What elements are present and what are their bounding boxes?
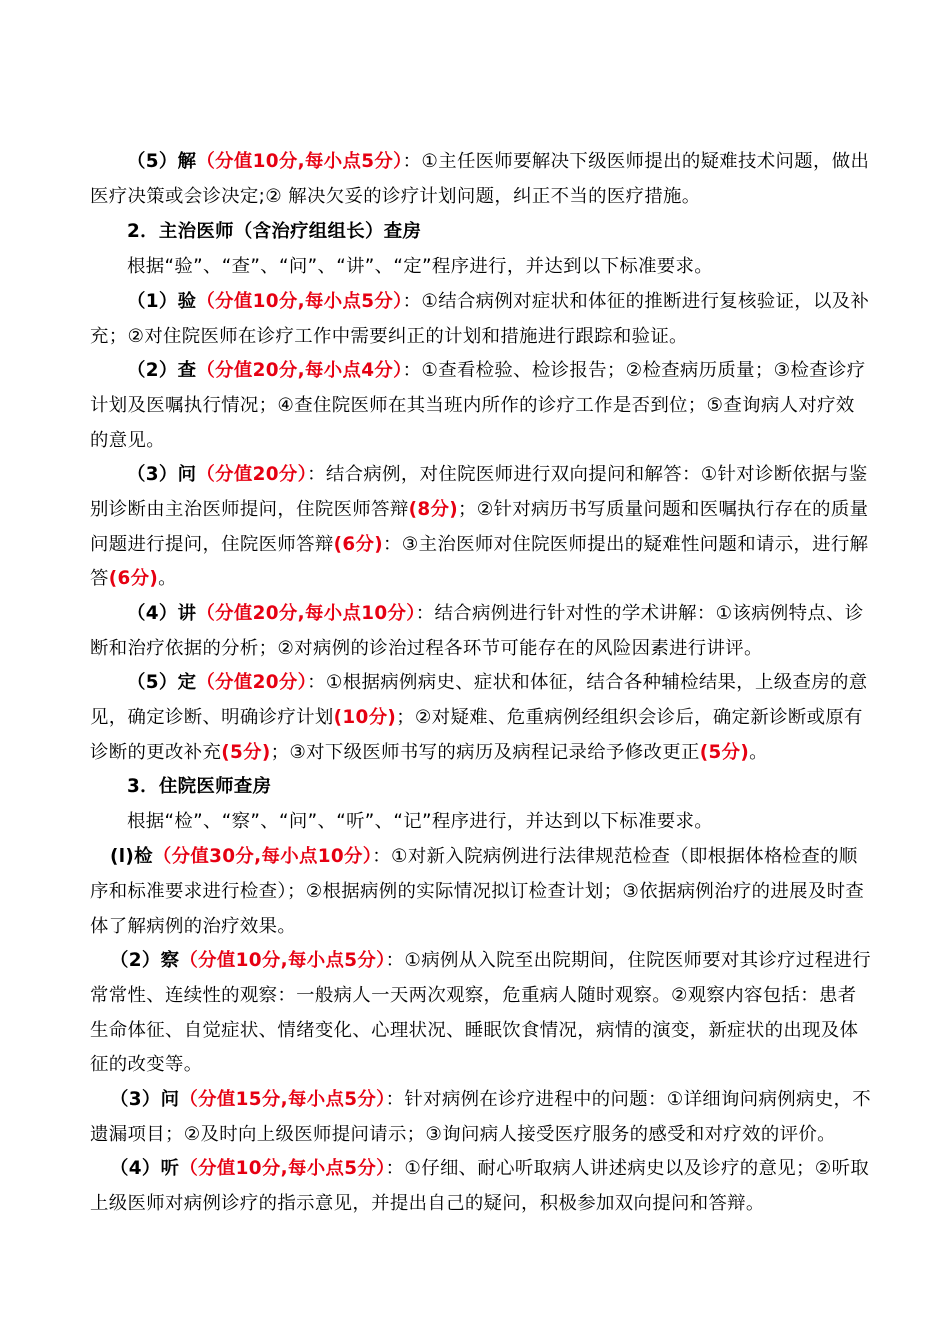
score-note: （分值15分,每小点5分） bbox=[179, 1089, 386, 1110]
text-run: ：①查看检验、检诊报告；②检查病历质量；③检查诊疗计划及医嘱执行情况；④查住院医师在其当班内所作的诊疗工作是否到位；⑤查询病人对疗效的意见。 bbox=[90, 360, 866, 451]
text-run: ：①根据病例病史、症状和体征，结合各种辅检结果，上级查房的意见，确定诊断、明确诊疗计划 bbox=[90, 672, 868, 728]
score-note: (6分) bbox=[108, 568, 159, 590]
paragraph bbox=[90, 666, 872, 770]
text-run: 。 bbox=[749, 741, 768, 763]
item-label: （4）听 bbox=[110, 1158, 180, 1179]
item-label: （2）察 bbox=[110, 950, 180, 971]
item-label: （3）问 bbox=[110, 1089, 180, 1110]
section-heading bbox=[90, 215, 872, 250]
paragraph bbox=[90, 250, 872, 285]
paragraph bbox=[90, 597, 872, 667]
score-note: （分值20分,每小点4分） bbox=[196, 360, 403, 381]
item-label: （3）问 bbox=[127, 464, 197, 485]
item-label: （1）验 bbox=[127, 291, 197, 312]
item-label: 3．住院医师查房 bbox=[127, 776, 272, 797]
paragraph bbox=[90, 458, 872, 597]
score-note: (5分) bbox=[221, 741, 271, 763]
text-run: ：③主治医师对住院医师提出的疑难性问题和请示，进行解答 bbox=[90, 533, 869, 590]
score-note: （分值30分,每小点10分） bbox=[152, 846, 373, 867]
paragraph bbox=[90, 805, 872, 840]
text-run: ：结合病例，对住院医师进行双向提问和解答：①针对诊断依据与鉴别诊断由主治医师提问，住院医师答辩 bbox=[90, 464, 868, 520]
text-run: 根据“检”、“察”、“问”、“听”、“记”程序进行，并达到以下标准要求。 bbox=[127, 811, 714, 832]
score-note: (10分) bbox=[333, 706, 397, 728]
score-note: (8分) bbox=[408, 498, 458, 520]
score-note: （分值10分,每小点5分） bbox=[196, 151, 403, 172]
text-run: ：①仔细、耐心听取病人讲述病史以及诊疗的意见；②听取上级医师对病例诊疗的指示意见，并提出自己的疑问，积极参加双向提问和答辩。 bbox=[90, 1158, 870, 1214]
item-label: （2）查 bbox=[127, 360, 197, 381]
item-label: （5）定 bbox=[127, 672, 197, 693]
paragraph bbox=[90, 1083, 872, 1153]
section-heading bbox=[90, 770, 872, 805]
item-label: 2．主治医师（含治疗组组长）查房 bbox=[127, 221, 422, 242]
text-run: ：①病例从入院至出院期间，住院医师要对其诊疗过程进行常常性、连续性的观察：一般病人一天两次观察，危重病人随时观察。②观察内容包括：患者生命体征、自觉症状、情绪变化、心理状况、睡眠饮食情况，病情的演变，新症状的出现及体征的改变等。 bbox=[90, 950, 871, 1076]
score-note: （分值10分,每小点5分） bbox=[179, 1158, 386, 1179]
score-note: （分值10分,每小点5分） bbox=[196, 291, 403, 312]
text-run: ；②针对病历书写质量问题和医嘱执行存在的质量问题进行提问，住院医师答辩 bbox=[90, 498, 869, 555]
text-run: ：①主任医师要解决下级医师提出的疑难技术问题，做出医疗决策或会诊决定;② 解决欠妥的诊疗计划问题，纠正不当的医疗措施。 bbox=[90, 151, 870, 207]
score-note: （分值10分,每小点5分） bbox=[179, 950, 386, 971]
paragraph bbox=[90, 1152, 872, 1222]
paragraph bbox=[90, 145, 872, 215]
text-run: 。 bbox=[158, 568, 177, 590]
text-run: ：①结合病例对症状和体征的推断进行复核验证，以及补充；②对住院医师在诊疗工作中需要纠正的计划和措施进行跟踪和验证。 bbox=[90, 291, 870, 347]
score-note: （分值20分,每小点10分） bbox=[196, 603, 416, 624]
paragraph bbox=[90, 840, 872, 944]
text-run: ；②对疑难、危重病例经组织会诊后，确定新诊断或原有诊断的更改补充 bbox=[90, 706, 863, 763]
score-note: (5分) bbox=[699, 741, 750, 763]
item-label: （4）讲 bbox=[127, 603, 197, 624]
item-label: (l)检 bbox=[110, 846, 153, 867]
item-label: （5）解 bbox=[127, 151, 197, 172]
paragraph bbox=[90, 354, 872, 458]
text-run: ；③对下级医师书写的病历及病程记录给予修改更正 bbox=[270, 741, 700, 763]
score-note: （分值20分） bbox=[196, 672, 308, 693]
score-note: (6分) bbox=[333, 533, 384, 555]
paragraph bbox=[90, 285, 872, 355]
text-run: ：针对病例在诊疗进程中的问题：①详细询问病例病史，不遗漏项目；②及时向上级医师提问请示；③询问病人接受医疗服务的感受和对疗效的评价。 bbox=[90, 1089, 871, 1145]
text-run: ：①对新入院病例进行法律规范检查（即根据体格检查的顺序和标准要求进行检查）；②根据病例的实际情况拟订检查计划；③依据病例治疗的进展及时查体了解病例的治疗效果。 bbox=[90, 846, 865, 937]
paragraph bbox=[90, 944, 872, 1083]
text-run: 根据“验”、“查”、“问”、“讲”、“定”程序进行，并达到以下标准要求。 bbox=[127, 256, 714, 277]
score-note: （分值20分） bbox=[196, 464, 308, 485]
text-run: ：结合病例进行针对性的学术讲解：①该病例特点、诊断和治疗依据的分析；②对病例的诊治过程各环节可能存在的风险因素进行讲评。 bbox=[90, 603, 864, 659]
